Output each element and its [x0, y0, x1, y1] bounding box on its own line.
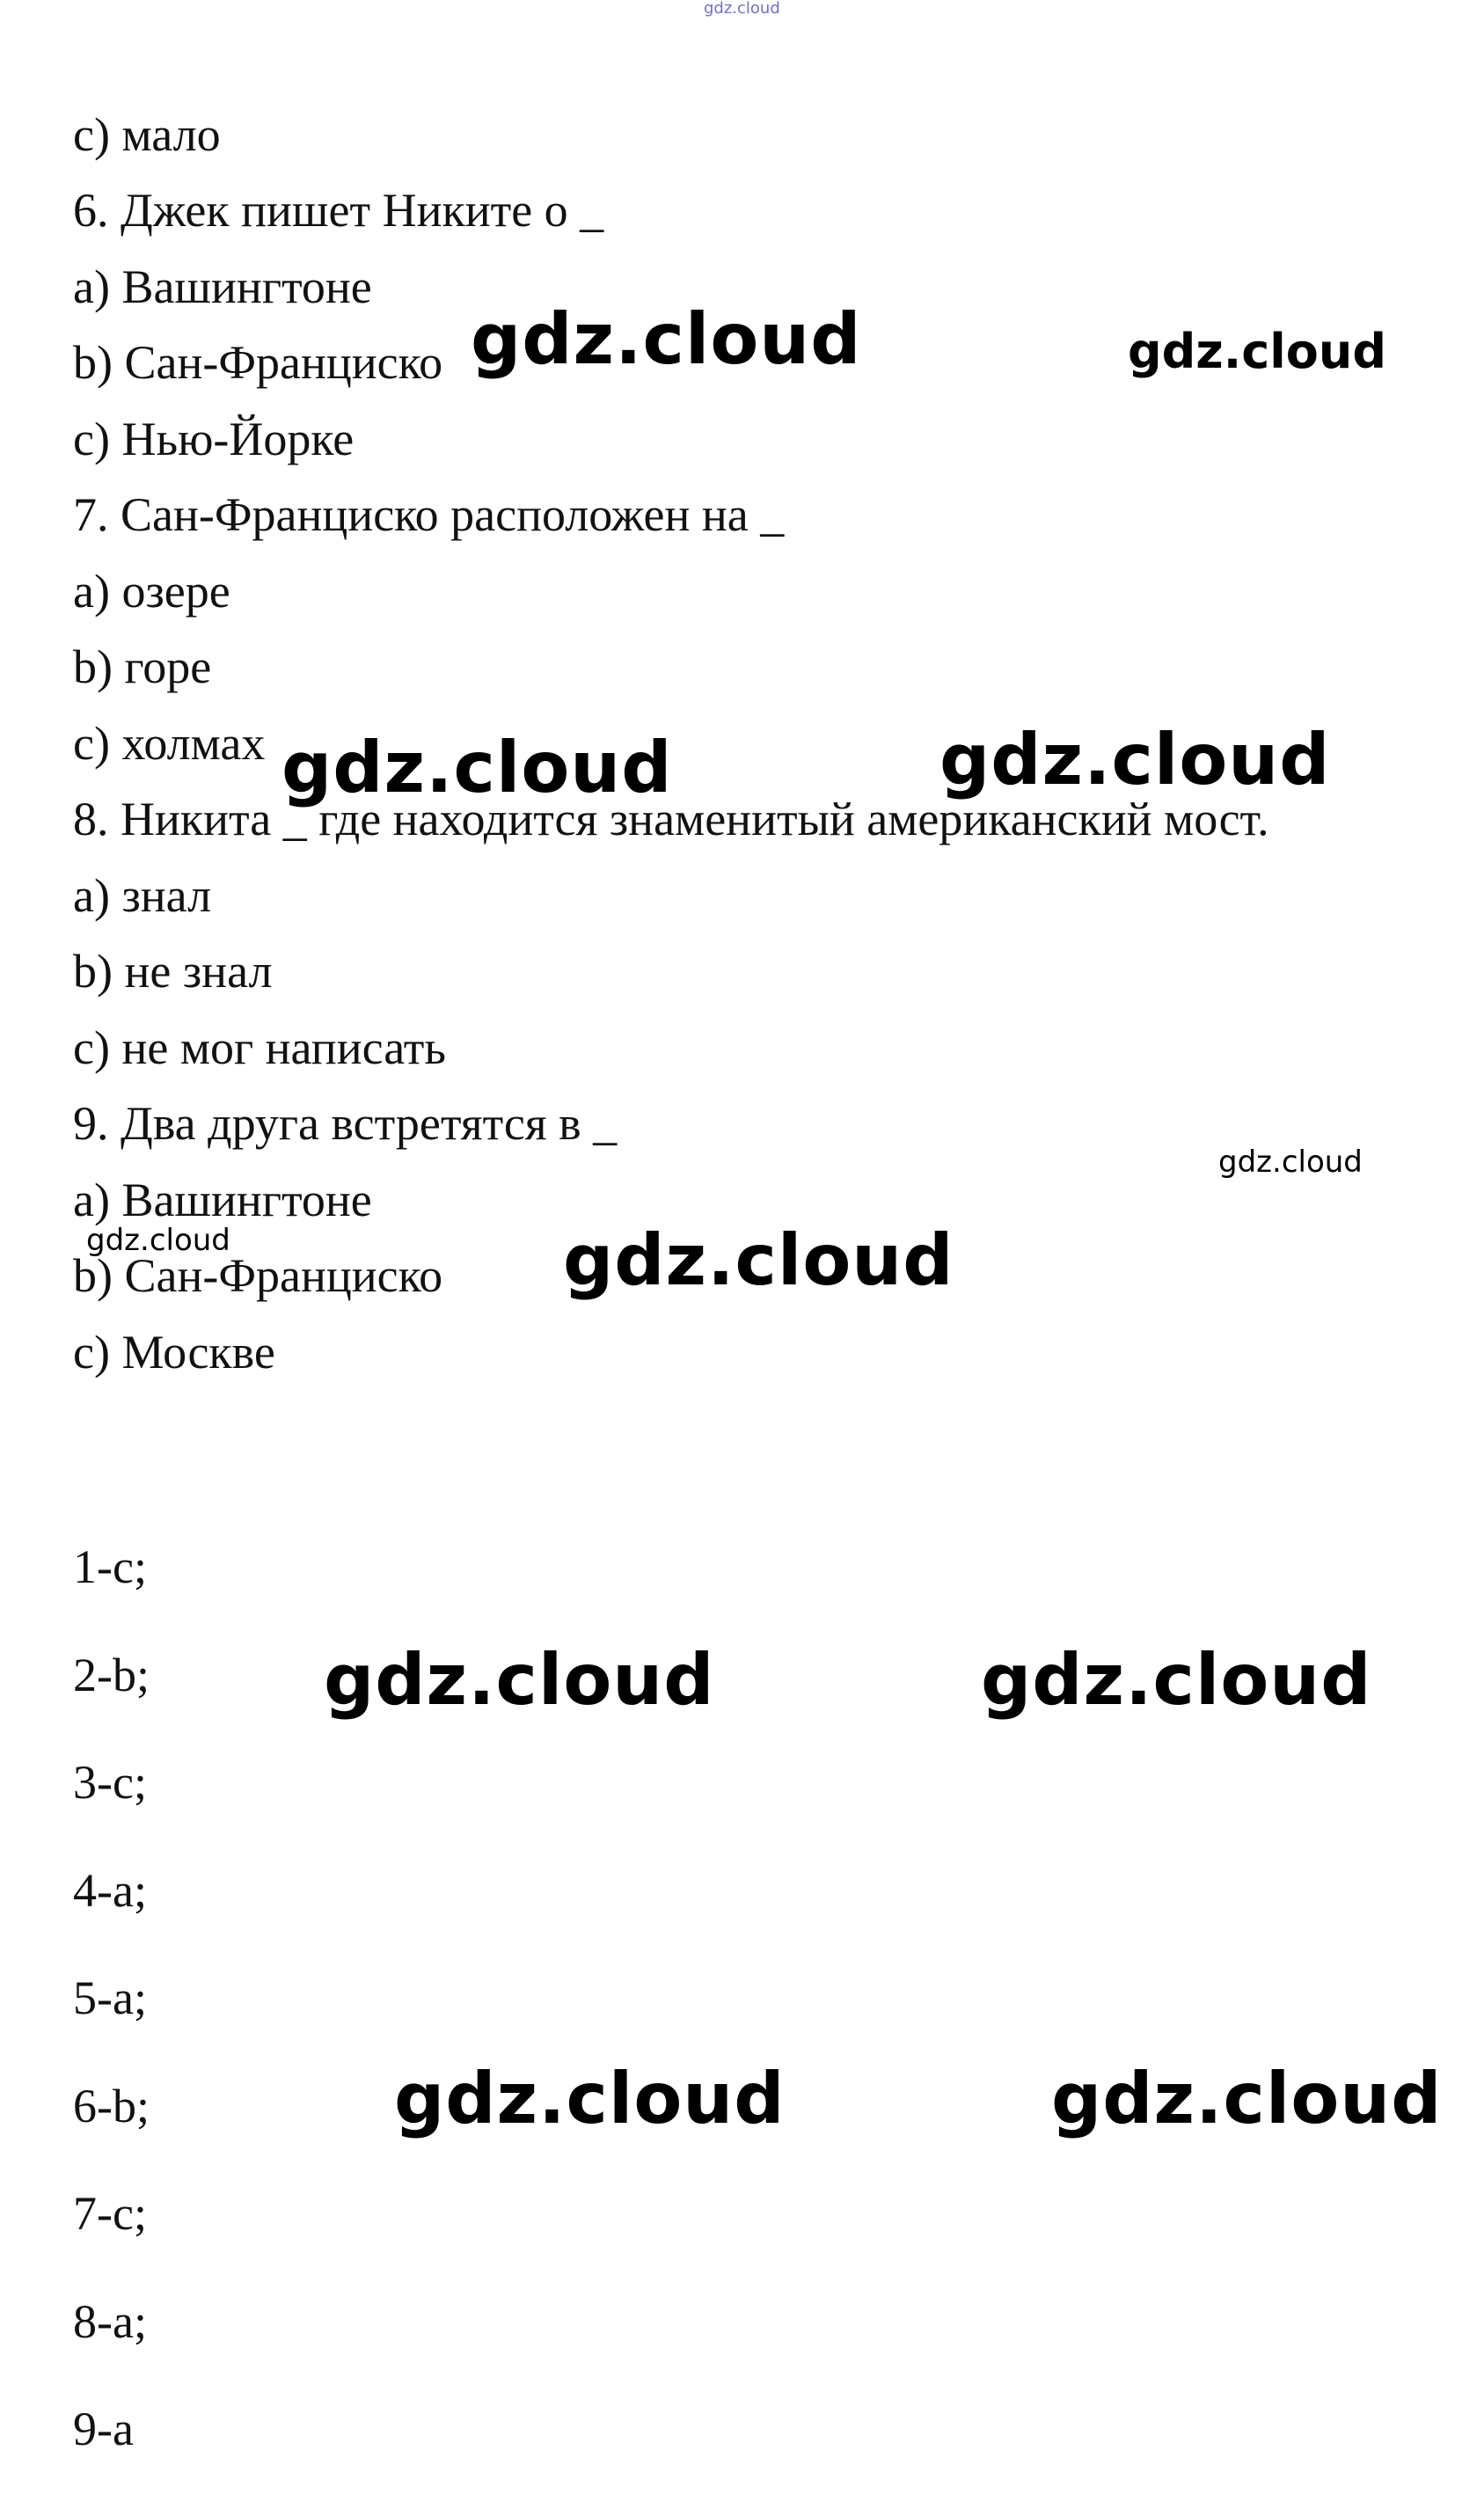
option-line: b) Сан-Франциско [73, 1249, 443, 1302]
answer-line: 4-a; [73, 1864, 147, 1917]
watermark-top: gdz.cloud [704, 0, 780, 18]
answer-line: 6-b; [73, 2080, 150, 2132]
watermark: gdz.cloud [394, 2058, 786, 2139]
watermark: gdz.cloud [86, 1223, 230, 1258]
watermark: gdz.cloud [981, 1639, 1372, 1721]
answer-line: 7-c; [73, 2187, 147, 2240]
watermark: gdz.cloud [471, 298, 862, 380]
question-line: 6. Джек пишет Никите о _ [73, 184, 604, 237]
watermark: gdz.cloud [324, 1639, 715, 1721]
option-line: c) Москве [73, 1326, 275, 1379]
option-line: b) не знал [73, 945, 273, 998]
answer-line: 8-a; [73, 2295, 147, 2348]
watermark: gdz.cloud [1218, 1145, 1363, 1180]
option-line: a) Вашингтоне [73, 260, 372, 313]
option-line: c) холмах [73, 717, 266, 770]
question-line: 9. Два друга встретятся в _ [73, 1097, 618, 1150]
watermark: gdz.cloud [939, 719, 1331, 801]
question-line: 8. Никита _ где находится знаменитый американский мост. [73, 793, 1269, 845]
option-line: c) Нью-Йорке [73, 413, 355, 465]
watermark: gdz.cloud [281, 727, 673, 808]
answer-line: 5-a; [73, 1971, 147, 2024]
answer-line: 2-b; [73, 1649, 150, 1701]
option-line: b) горе [73, 640, 212, 693]
option-line: a) Вашингтоне [73, 1174, 372, 1226]
option-line: c) мало [73, 108, 221, 161]
option-line: a) знал [73, 869, 212, 922]
watermark: gdz.cloud [1128, 324, 1386, 379]
option-line: b) Сан-Франциско [73, 336, 443, 389]
option-line: c) не мог написать [73, 1021, 447, 1074]
answer-line: 3-c; [73, 1756, 147, 1809]
watermark: gdz.cloud [1051, 2058, 1443, 2139]
answer-line: 1-c; [73, 1540, 147, 1593]
question-line: 7. Сан-Франциско расположен на _ [73, 488, 785, 541]
watermark: gdz.cloud [563, 1219, 954, 1301]
option-line: a) озере [73, 565, 230, 618]
answer-line: 9-a [73, 2403, 134, 2455]
